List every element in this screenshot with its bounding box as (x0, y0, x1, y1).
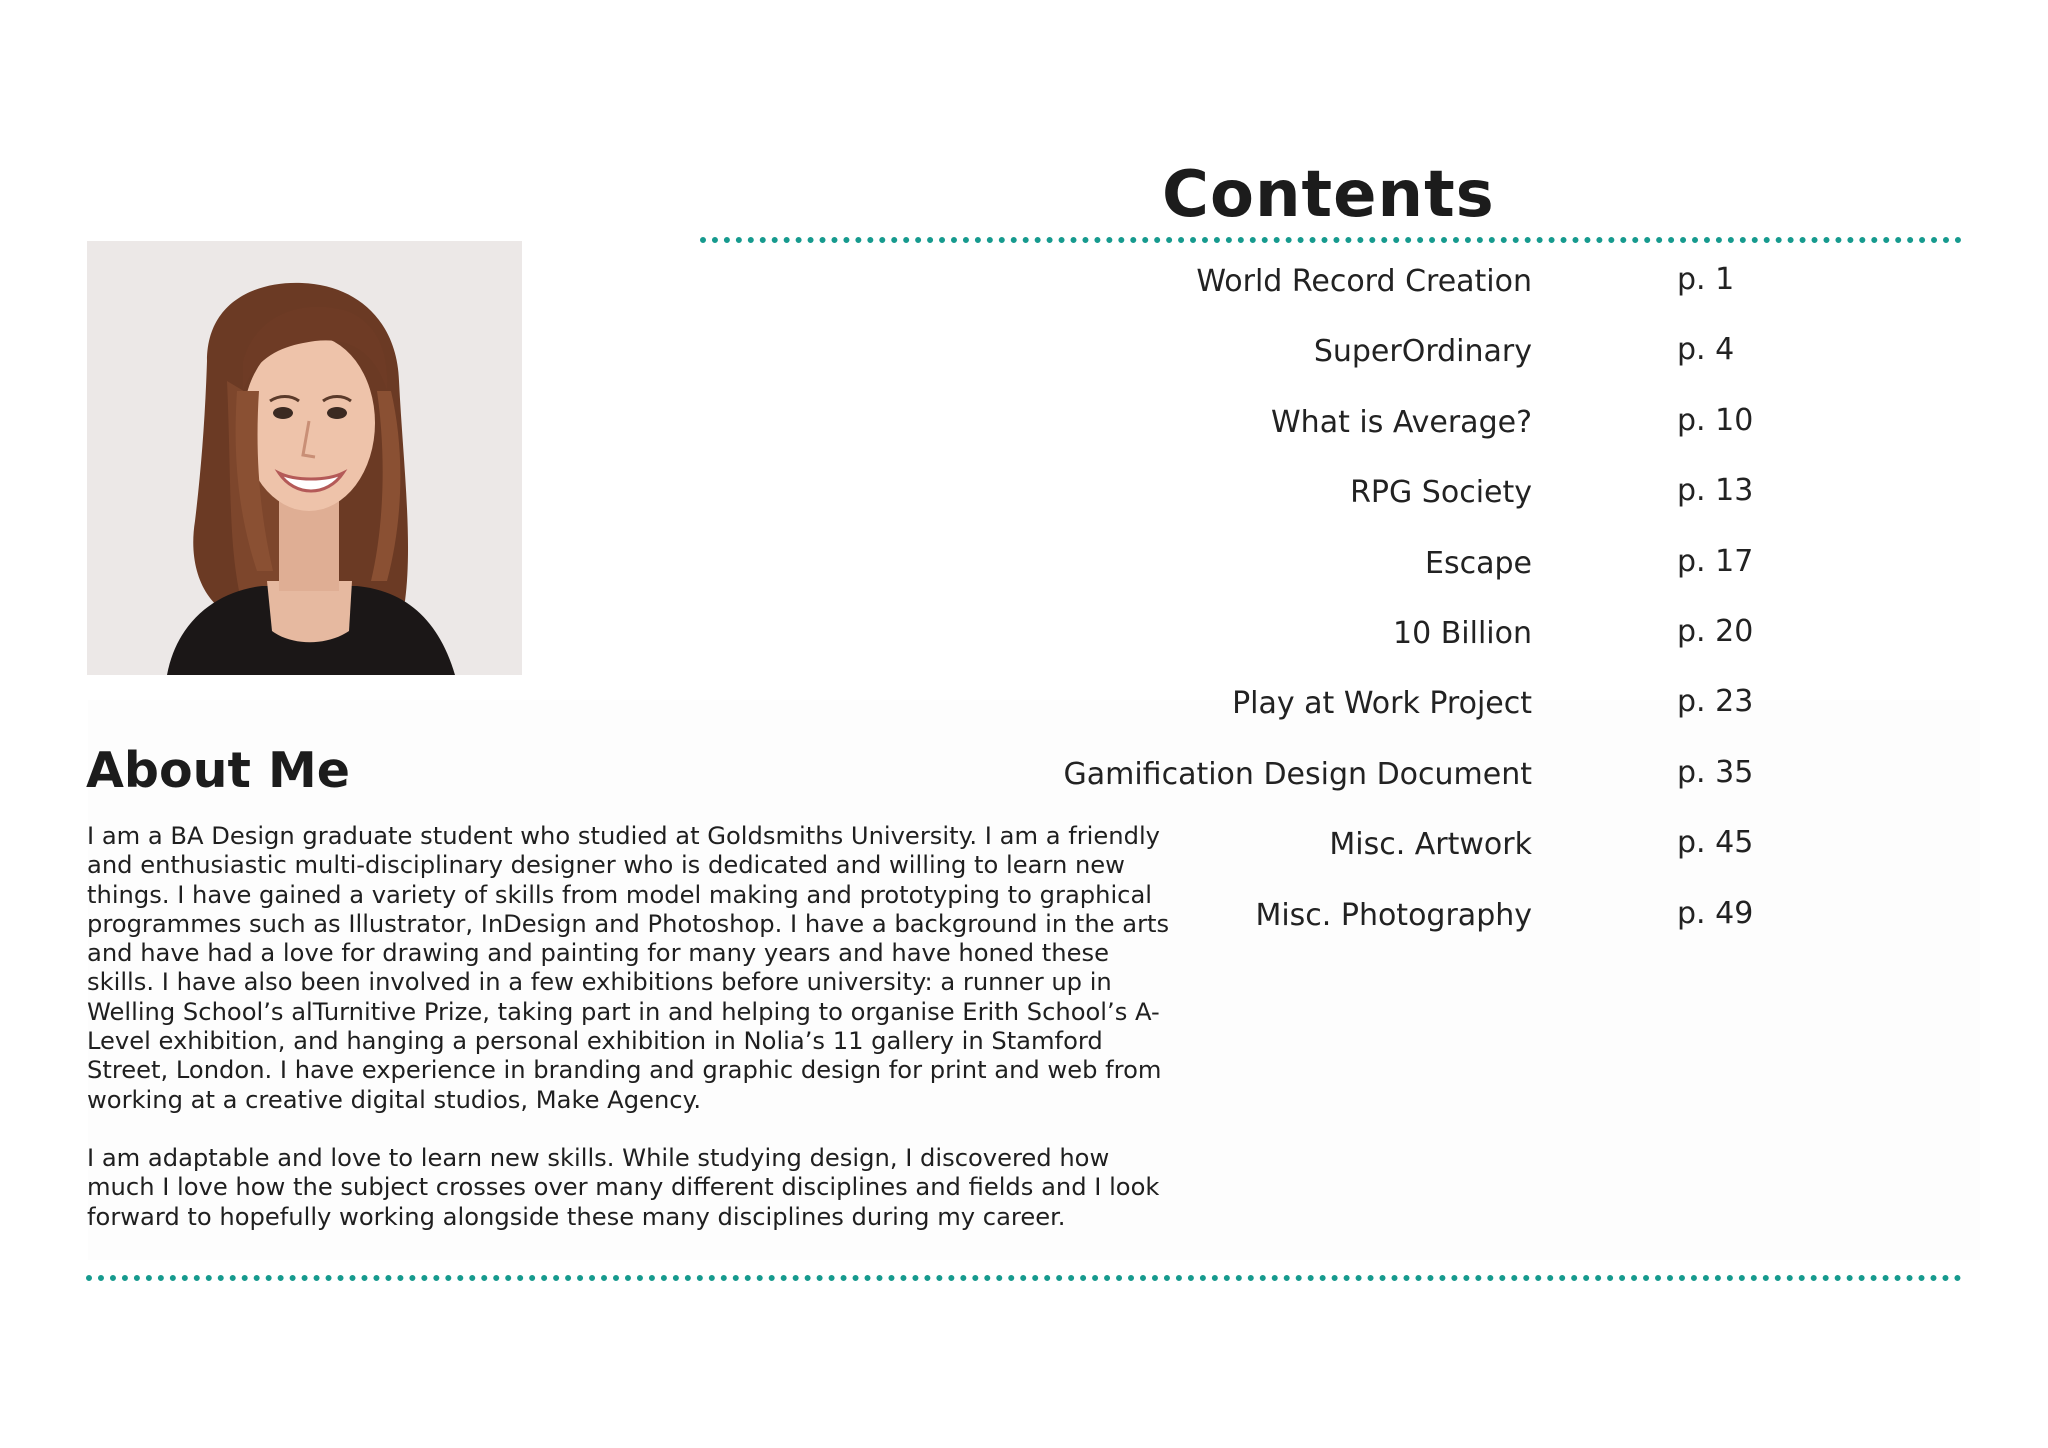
toc-entry-page: p. 13 (1677, 473, 1754, 509)
toc-entry-page: p. 49 (1677, 895, 1754, 931)
toc-entry[interactable] (1100, 328, 1800, 398)
toc-entry[interactable] (1100, 469, 1800, 539)
toc-entry-title: What is Average? (1271, 404, 1532, 440)
toc-entry[interactable] (1100, 399, 1800, 469)
contents-divider (700, 237, 1962, 243)
toc-entry-page: p. 1 (1677, 262, 1735, 297)
toc-entry[interactable] (1100, 892, 1800, 962)
toc-entry[interactable] (1100, 821, 1800, 891)
toc-entry[interactable] (1063, 751, 1800, 821)
toc-entry-title: Misc. Artwork (1329, 827, 1532, 863)
toc-entry-page: p. 23 (1677, 684, 1754, 720)
toc-entry-title: Misc. Photography (1255, 897, 1532, 933)
about-heading: About Me (86, 742, 351, 799)
bottom-divider (86, 1275, 1962, 1281)
toc-entry-page: p. 35 (1677, 754, 1754, 790)
profile-photo (87, 241, 522, 675)
toc-entry-title: SuperOrdinary (1313, 334, 1532, 370)
toc-entry-page: p. 4 (1677, 332, 1735, 368)
toc-entry-page: p. 20 (1677, 613, 1754, 649)
toc-entry-page: p. 17 (1677, 543, 1754, 579)
toc-entry[interactable] (1100, 258, 1800, 328)
toc-entry[interactable] (1100, 610, 1800, 680)
toc-entry-title: RPG Society (1350, 475, 1532, 511)
toc-entry-title: Gamification Design Document (1063, 756, 1532, 792)
toc-entry-page: p. 10 (1677, 402, 1754, 438)
table-of-contents (1063, 258, 1800, 962)
about-body (87, 822, 1177, 1261)
toc-entry-title: Play at Work Project (1232, 686, 1532, 722)
toc-entry-title: 10 Billion (1393, 615, 1532, 651)
about-paragraph: I am a BA Design graduate student who studied at Goldsmiths University. I am a friendly and enthusiastic multi-disciplinary designer who is dedicated and willing to learn new things. I have gained a variety of skills from model making and prototyping to graphical programmes such as Illustrator, InDesign and Photoshop. I have a background in the arts and have had a love for drawing and painting for many years and have honed these skills. I have also been involved in a few exhibitions before university: a runner up in Welling School’s alTurnitive Prize, taking part in and helping to organise Erith School’s A-Level exhibition, and hanging a personal exhibition in Nolia’s 11 gallery in Stamford Street, London. I have experience in branding and graphic design for print and web from working at a creative digital studios, Make Agency. (87, 822, 1170, 1114)
toc-entry-page: p. 45 (1677, 825, 1754, 861)
toc-entry[interactable] (1100, 680, 1800, 750)
about-paragraph: I am adaptable and love to learn new skills. While studying design, I discovered how much I love how the subject crosses over many different disciplines and fields and I look forward to hopefully working alongside these many disciplines during my career. (87, 1143, 1160, 1231)
toc-entry[interactable] (1100, 540, 1800, 610)
toc-entry-title: Escape (1425, 545, 1532, 581)
contents-heading: Contents (1162, 158, 1495, 232)
toc-entry-title: World Record Creation (1196, 264, 1532, 299)
